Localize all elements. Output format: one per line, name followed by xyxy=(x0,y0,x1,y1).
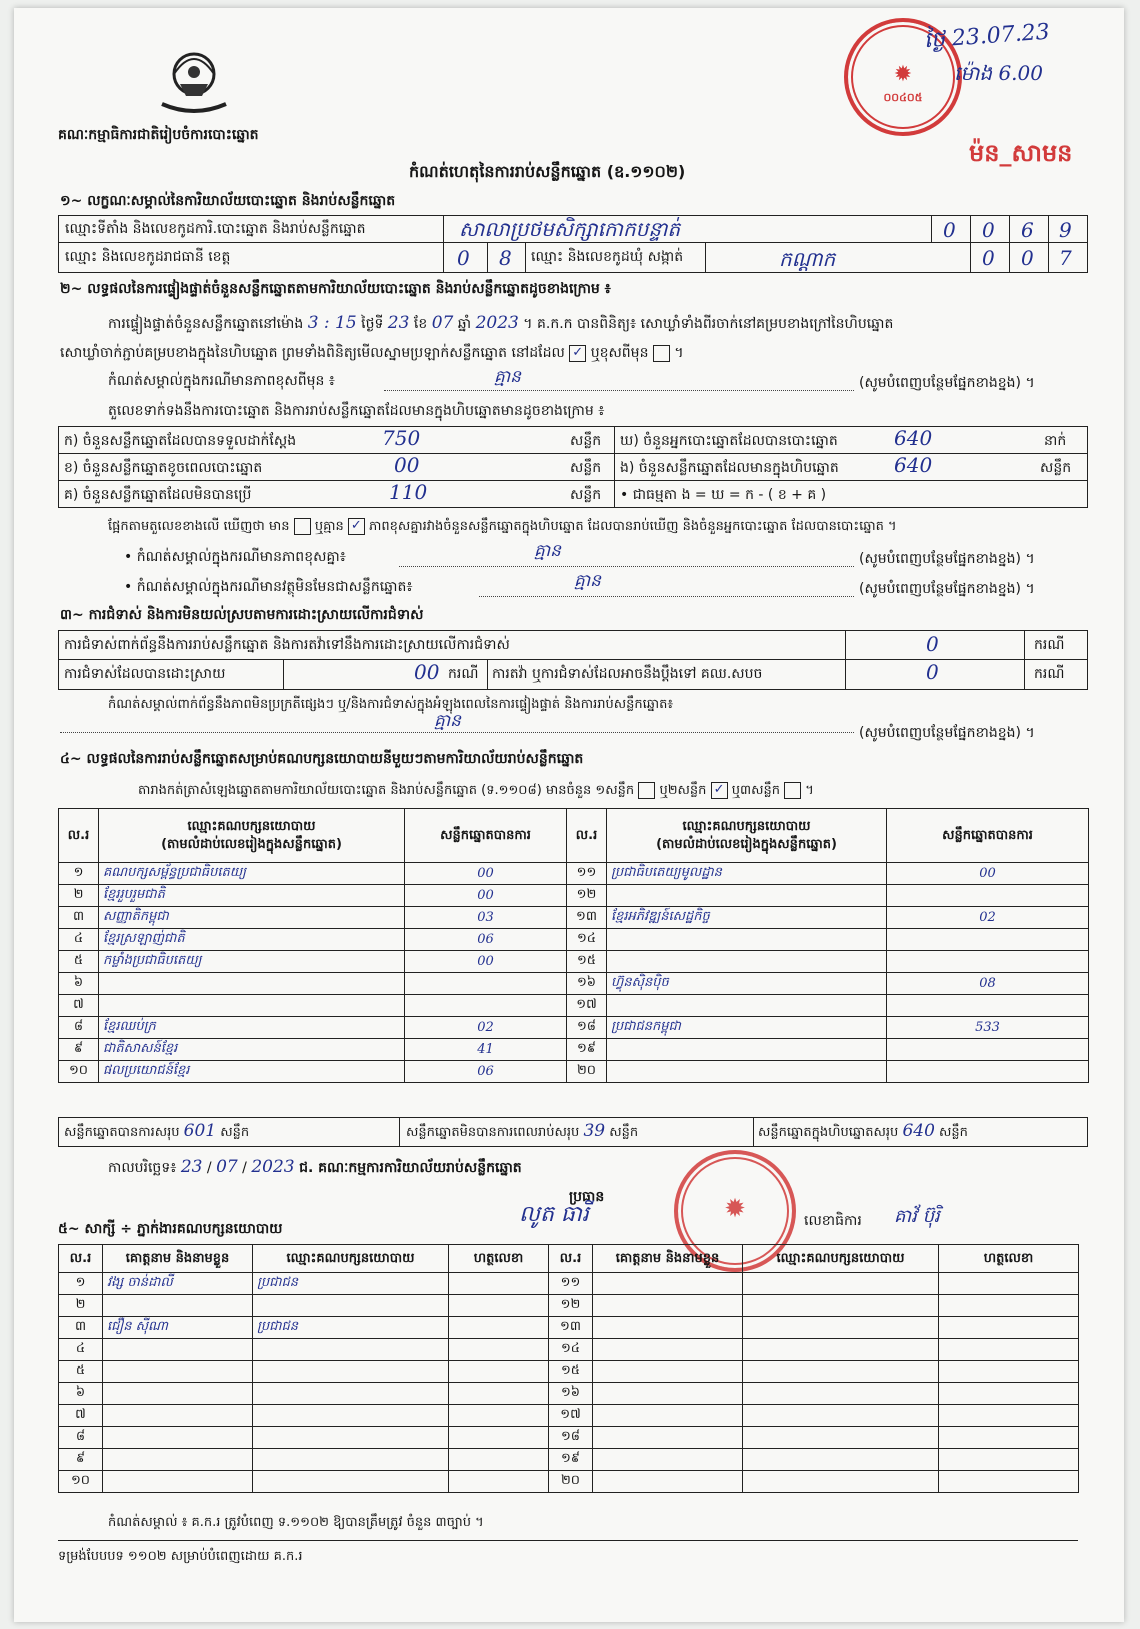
witness-number: ១២ xyxy=(549,1295,593,1317)
witness-row xyxy=(59,1295,1079,1317)
witness-signature xyxy=(449,1405,549,1427)
witness-signature xyxy=(939,1383,1079,1405)
witness-number: ២០ xyxy=(549,1471,593,1493)
total-box: សន្លឹកឆ្នោតក្នុងហិបឆ្នោតសរុប 640 សន្លឹក xyxy=(758,1121,968,1141)
tally-sheets-line: តារាងកត់ត្រាសំឡេងឆ្នោតតាមការិយាល័យបោះឆ្នោត និងរាប់សន្លឹកឆ្នោត (ទ.១១០៨) មានចំនួន ១សន្លឹក ឬ២សន្លឹក ✓ ឬ៣សន្លឹក ។ xyxy=(138,782,814,798)
unused-unit: សន្លឹក xyxy=(570,487,602,503)
party-votes: 08 xyxy=(887,973,1089,995)
appeal-label: ការតវ៉ា ឬការជំទាស់ដែលអាចនឹងប្តឹងទៅ គឈ.សបច xyxy=(492,666,763,682)
witness-party: ប្រជាជន xyxy=(253,1273,449,1295)
results-table xyxy=(58,808,1089,1083)
station-code-4: 9 xyxy=(1059,218,1072,242)
received-value: 750 xyxy=(382,426,421,450)
bullet1-label: • កំណត់សម្គាល់ក្នុងករណីមានភាពខុសគ្នា៖ xyxy=(124,549,346,565)
section1-title: ១~ លក្ខណៈសម្គាល់នៃការិយាល័យបោះឆ្នោត និងរាប់សន្លឹកឆ្នោត xyxy=(60,193,396,209)
results-row xyxy=(59,995,1089,1017)
appeal-value: 0 xyxy=(926,660,939,684)
col-votes-left: សន្លឹកឆ្នោតបានការ xyxy=(405,809,567,863)
party-number: ៨ xyxy=(59,1017,99,1039)
box-ballots-label: ង) ចំនួនសន្លឹកឆ្នោតដែលមានក្នុងហិបឆ្នោត xyxy=(620,460,839,476)
party-votes xyxy=(887,995,1089,1017)
witness-party xyxy=(743,1449,939,1471)
results-row xyxy=(59,973,1089,995)
witness-number: ១៣ xyxy=(549,1317,593,1339)
results-row xyxy=(59,1061,1089,1083)
witness-party xyxy=(743,1427,939,1449)
counts-intro: តួលេខទាក់ទងនឹងការបោះឆ្នោត និងការរាប់សន្លឹកឆ្នោតដែលមានក្នុងហិបឆ្នោតមានដូចខាងក្រោម ៖ xyxy=(108,403,605,419)
witness-signature xyxy=(449,1295,549,1317)
commune-code-2: 0 xyxy=(1021,246,1034,270)
party-votes: 533 xyxy=(887,1017,1089,1039)
w-col-no-right: ល.រ xyxy=(549,1245,593,1273)
party-votes xyxy=(405,995,567,1017)
witness-signature xyxy=(449,1449,549,1471)
party-name xyxy=(607,929,887,951)
party-votes: 03 xyxy=(405,907,567,929)
w-col-name-right: គោត្តនាម និងនាមខ្លួន xyxy=(593,1245,743,1273)
w-col-no-left: ល.រ xyxy=(59,1245,103,1273)
witness-name: វង្ស ចាន់ដាលី xyxy=(103,1273,253,1295)
commune-code-3: 7 xyxy=(1059,246,1072,270)
results-row xyxy=(59,863,1089,885)
formula: • ជាធម្មតា ង = ឃ = ក - ( ខ + គ ) xyxy=(620,487,827,503)
witness-party xyxy=(743,1405,939,1427)
witness-party xyxy=(253,1339,449,1361)
polling-station-label: ឈ្មោះទីតាំង និងលេខកូដការិ.បោះឆ្នោត និងរាប់សន្លឹកឆ្នោត xyxy=(65,221,366,237)
secretary-signature: គាវ័ ប៊ុរិ xyxy=(894,1206,940,1227)
party-name: សញ្ញាតិកម្ពុជា xyxy=(99,907,405,929)
party-votes: 00 xyxy=(405,863,567,885)
party-name xyxy=(607,995,887,1017)
handwritten-time: ម៉ោង 6.00 xyxy=(954,61,1043,85)
party-number: ៣ xyxy=(59,907,99,929)
witness-party xyxy=(743,1361,939,1383)
party-name: ជាតិសាសន៍ខ្មែរ xyxy=(99,1039,405,1061)
difference-note-value: គ្មាន xyxy=(494,367,521,387)
party-votes: 02 xyxy=(887,907,1089,929)
party-name: ប្រជាជនកម្ពុជា xyxy=(607,1017,887,1039)
party-number: ៤ xyxy=(59,929,99,951)
witness-number: ៤ xyxy=(59,1339,103,1361)
witness-party xyxy=(253,1295,449,1317)
witness-name xyxy=(103,1383,253,1405)
party-number: ១៩ xyxy=(567,1039,607,1061)
voters-unit: នាក់ xyxy=(1044,433,1067,449)
party-name xyxy=(607,1061,887,1083)
total-valid-value: 601 xyxy=(183,1121,217,1141)
witness-party xyxy=(253,1405,449,1427)
form-title: កំណត់ហេតុនៃការរាប់សន្លឹកឆ្នោត (ឧ.១១០២) xyxy=(409,162,686,181)
appeal-unit: ករណី xyxy=(1034,666,1065,682)
nec-emblem xyxy=(154,44,234,118)
w-col-name-left: គោត្តនាម និងនាមខ្លួន xyxy=(103,1245,253,1273)
party-name xyxy=(607,951,887,973)
witness-party xyxy=(743,1339,939,1361)
station-code-2: 0 xyxy=(982,218,995,242)
bullet1-value: គ្មាន xyxy=(534,541,561,561)
witness-number: ៩ xyxy=(59,1449,103,1471)
signoff-date: កាលបរិច្ឆេទ៖ 23 / 07 / 2023 ជ. គណៈកម្មការការិយាល័យរាប់សន្លឹកឆ្នោត xyxy=(108,1157,522,1177)
party-name xyxy=(607,1039,887,1061)
party-votes: 00 xyxy=(405,951,567,973)
witness-signature xyxy=(939,1361,1079,1383)
party-name: ប្រជាធិបតេយ្យមូលដ្ឋាន xyxy=(607,863,887,885)
party-number: ១១ xyxy=(567,863,607,885)
spoiled-label: ខ) ចំនួនសន្លឹកឆ្នោតខូចពេលបោះឆ្នោត xyxy=(64,460,263,476)
bullet2-label: • កំណត់សម្គាល់ក្នុងករណីមានវត្ថុមិនមែនជាសន្លឹកឆ្នោត៖ xyxy=(124,579,413,595)
witness-name xyxy=(593,1317,743,1339)
form-sheet xyxy=(14,8,1124,1622)
w-col-sign-left: ហត្ថលេខា xyxy=(449,1245,549,1273)
witness-number: ១០ xyxy=(59,1471,103,1493)
witness-row xyxy=(59,1383,1079,1405)
objections-label: ការជំទាស់ពាក់ព័ន្ធនឹងការរាប់សន្លឹកឆ្នោត និងការតវ៉ាទៅនឹងការដោះស្រាយលើការជំទាស់ xyxy=(64,637,510,653)
official-stamp-top: ✹ ០០៤០៥ xyxy=(844,18,962,136)
witness-signature xyxy=(939,1405,1079,1427)
resolved-label: ការជំទាស់ដែលបានដោះស្រាយ xyxy=(64,666,226,682)
witness-row xyxy=(59,1317,1079,1339)
results-row xyxy=(59,1017,1089,1039)
witness-table xyxy=(58,1244,1079,1493)
section1-table xyxy=(58,215,1088,273)
witness-signature xyxy=(939,1339,1079,1361)
results-row xyxy=(59,885,1089,907)
witness-signature xyxy=(939,1449,1079,1471)
verification-day: 23 xyxy=(387,313,410,333)
commune-value: កណ្តាក xyxy=(779,247,836,271)
fill-hint-3: (សូមបំពេញបន្ថែមផ្នែកខាងខ្នង) ។ xyxy=(859,581,1035,597)
witness-number: ១៩ xyxy=(549,1449,593,1471)
difference-statement: ផ្អែកតាមតួលេខខាងលើ ឃើញថា មាន ឬគ្មាន ✓ ភាពខុសគ្នារវាងចំនួនសន្លឹកឆ្នោតក្នុងហិបឆ្នោត ដែលបានរាប់ឃើញ និងចំនួនអ្នកបោះឆ្នោត ដែលបានបោះឆ្នោត ។ xyxy=(108,518,897,534)
box-ballots-value: 640 xyxy=(894,453,933,477)
results-row xyxy=(59,1039,1089,1061)
witness-row xyxy=(59,1273,1079,1295)
verification-time: 3 : 15 xyxy=(307,313,357,333)
secretary-label: លេខាធិការ xyxy=(804,1213,862,1229)
handwritten-officer-name: ម៉ន_សាមន xyxy=(969,139,1073,167)
w-col-party-right: ឈ្មោះគណបក្សនយោបាយ xyxy=(743,1245,939,1273)
witness-row xyxy=(59,1361,1079,1383)
verification-month: 07 xyxy=(431,313,454,333)
voters-value: 640 xyxy=(894,426,933,450)
spoiled-value: 00 xyxy=(394,453,420,477)
party-name: កម្លាំងប្រជាធិបតេយ្យ xyxy=(99,951,405,973)
w-col-sign-right: ហត្ថលេខា xyxy=(939,1245,1079,1273)
form-footer: ទម្រង់បែបបទ ១១០២ សម្រាប់បំពេញដោយ គ.ក.រ xyxy=(58,1549,303,1564)
party-number: ១៣ xyxy=(567,907,607,929)
witness-party xyxy=(253,1383,449,1405)
checkbox-different[interactable] xyxy=(653,345,670,362)
witness-number: ៧ xyxy=(59,1405,103,1427)
commune-label: ឈ្មោះ និងលេខកូដឃុំ សង្កាត់ xyxy=(531,249,684,265)
results-row xyxy=(59,907,1089,929)
witness-number: ៦ xyxy=(59,1383,103,1405)
witness-signature xyxy=(449,1317,549,1339)
party-votes: 00 xyxy=(887,863,1089,885)
checkbox-same[interactable]: ✓ xyxy=(569,345,586,362)
witness-row xyxy=(59,1449,1079,1471)
witness-signature xyxy=(449,1339,549,1361)
irregularity-note-label: កំណត់សម្គាល់ពាក់ព័ន្ធនឹងភាពមិនប្រក្រតីផ្សេងៗ ឬ/និងការជំទាស់ក្នុងអំឡុងពេលនៃការផ្ទៀងផ្ទាត់ និងការរាប់សន្លឹកឆ្នោត៖ xyxy=(108,697,674,712)
party-votes: 41 xyxy=(405,1039,567,1061)
witness-signature xyxy=(939,1427,1079,1449)
witness-name xyxy=(593,1427,743,1449)
witness-party xyxy=(253,1361,449,1383)
party-number: ២០ xyxy=(567,1061,607,1083)
province-label: ឈ្មោះ និងលេខកូដរាជធានី ខេត្ត xyxy=(65,249,231,265)
witness-signature xyxy=(449,1427,549,1449)
box-ballots-unit: សន្លឹក xyxy=(1040,460,1072,476)
witness-row xyxy=(59,1427,1079,1449)
party-number: ១ xyxy=(59,863,99,885)
party-number: ៥ xyxy=(59,951,99,973)
unused-label: គ) ចំនួនសន្លឹកឆ្នោតដែលមិនបានប្រើ xyxy=(64,487,252,503)
province-code-2: 8 xyxy=(499,246,512,270)
received-unit: សន្លឹក xyxy=(570,433,602,449)
handwritten-date: ថ្ងៃ 23.07.23 xyxy=(923,19,1051,54)
party-votes xyxy=(887,1039,1089,1061)
witness-name xyxy=(593,1449,743,1471)
resolved-unit: ករណី xyxy=(448,666,479,682)
difference-note-label: កំណត់សម្គាល់ក្នុងករណីមានភាពខុសពីមុន ៖ xyxy=(108,373,335,389)
chair-signature: លូត ធារី xyxy=(519,1202,589,1227)
witness-name xyxy=(103,1339,253,1361)
irregularity-note-value: គ្មាន xyxy=(434,711,461,731)
checkbox-2-sheets[interactable]: ✓ xyxy=(711,782,728,799)
party-number: ១៦ xyxy=(567,973,607,995)
party-votes xyxy=(887,1061,1089,1083)
committee-name: គណៈកម្មាធិការជាតិរៀបចំការបោះឆ្នោត xyxy=(58,127,259,143)
party-votes xyxy=(887,885,1089,907)
party-number: ២ xyxy=(59,885,99,907)
witness-number: ១ xyxy=(59,1273,103,1295)
witness-number: ១៦ xyxy=(549,1383,593,1405)
resolved-value: 00 xyxy=(414,660,440,684)
total-invalid-value: 39 xyxy=(583,1121,606,1141)
section4-title: ៤~ លទ្ធផលនៃការរាប់សន្លឹកឆ្នោតសម្រាប់គណបក្សនយោបាយនីមួយៗតាមការិយាល័យរាប់សន្លឹកឆ្នោត xyxy=(60,751,584,767)
voters-label: ឃ) ចំនួនអ្នកបោះឆ្នោតដែលបានបោះឆ្នោត xyxy=(620,433,838,449)
checkbox-1-sheet[interactable] xyxy=(638,782,655,799)
col-party-right: ឈ្មោះគណបក្សនយោបាយ (តាមលំដាប់លេខរៀងក្នុងសន្លឹកឆ្នោត) xyxy=(607,809,887,863)
party-votes xyxy=(405,973,567,995)
total-valid: សន្លឹកឆ្នោតបានការសរុប 601 សន្លឹក xyxy=(64,1121,250,1141)
col-no-left: ល.រ xyxy=(59,809,99,863)
witness-name xyxy=(593,1405,743,1427)
party-name: ហ៊្វុនស៊ិនប៉ិច xyxy=(607,973,887,995)
witness-name xyxy=(593,1339,743,1361)
party-votes: 02 xyxy=(405,1017,567,1039)
party-number: ១៥ xyxy=(567,951,607,973)
col-votes-right: សន្លឹកឆ្នោតបានការ xyxy=(887,809,1089,863)
witness-party xyxy=(253,1471,449,1493)
chair-label: ប្រធាន xyxy=(569,1189,605,1205)
witness-party xyxy=(253,1427,449,1449)
witness-signature xyxy=(939,1295,1079,1317)
witness-number: ៥ xyxy=(59,1361,103,1383)
witness-number: ១៧ xyxy=(549,1405,593,1427)
party-name xyxy=(99,995,405,1017)
witness-signature xyxy=(449,1471,549,1493)
witness-name xyxy=(103,1361,253,1383)
province-code-1: 0 xyxy=(457,246,470,270)
footnote: កំណត់សម្គាល់ ៖ គ.ក.រ ត្រូវបំពេញ ទ.១១០២ ឱ្យបានត្រឹមត្រូវ ចំនួន ៣ច្បាប់ ។ xyxy=(108,1515,484,1530)
party-name xyxy=(607,885,887,907)
witness-party xyxy=(743,1383,939,1405)
total-invalid: សន្លឹកឆ្នោតមិនបានការពេលរាប់សរុប 39 សន្លឹក xyxy=(406,1121,639,1141)
party-votes xyxy=(887,929,1089,951)
section3-title: ៣~ ការជំទាស់ និងការមិនយល់ស្របតាមការដោះស្រាយលើការជំទាស់ xyxy=(60,607,424,623)
bullet2-value: គ្មាន xyxy=(574,571,601,591)
witness-number: ១៥ xyxy=(549,1361,593,1383)
witness-signature xyxy=(449,1383,549,1405)
verification-year: 2023 xyxy=(475,313,519,333)
checkbox-3-sheets[interactable] xyxy=(784,782,801,799)
witness-number: ២ xyxy=(59,1295,103,1317)
witness-name xyxy=(593,1295,743,1317)
witness-number: ១៨ xyxy=(549,1427,593,1449)
results-row xyxy=(59,929,1089,951)
witness-name xyxy=(103,1427,253,1449)
witness-signature xyxy=(939,1317,1079,1339)
w-col-party-left: ឈ្មោះគណបក្សនយោបាយ xyxy=(253,1245,449,1273)
fill-hint-4: (សូមបំពេញបន្ថែមផ្នែកខាងខ្នង) ។ xyxy=(859,725,1035,741)
witness-signature xyxy=(939,1471,1079,1493)
station-code-1: 0 xyxy=(943,218,956,242)
witness-name xyxy=(103,1471,253,1493)
party-name: ខ្មែរឈប់ក្រ xyxy=(99,1017,405,1039)
witness-name xyxy=(593,1361,743,1383)
witness-name xyxy=(103,1295,253,1317)
party-name xyxy=(99,973,405,995)
witness-party xyxy=(743,1273,939,1295)
witness-number: ១១ xyxy=(549,1273,593,1295)
party-votes xyxy=(887,951,1089,973)
witness-number: ៣ xyxy=(59,1317,103,1339)
party-name: ខ្មែរស្រឡាញ់ជាតិ xyxy=(99,929,405,951)
witness-name xyxy=(103,1449,253,1471)
witness-number: ៨ xyxy=(59,1427,103,1449)
section2-title: ២~ លទ្ធផលនៃការផ្ទៀងផ្ទាត់ចំនួនសន្លឹកឆ្នោតតាមការិយាល័យបោះឆ្នោត និងរាប់សន្លឹកឆ្នោតដូចខាងក្រោម ៖ xyxy=(60,281,611,297)
results-row xyxy=(59,951,1089,973)
party-name: ខ្មែរអភិវឌ្ឍន៍សេដ្ឋកិច្ច xyxy=(607,907,887,929)
party-number: ៩ xyxy=(59,1039,99,1061)
party-number: ១២ xyxy=(567,885,607,907)
fill-hint-1: (សូមបំពេញបន្ថែមផ្នែកខាងខ្នង) ។ xyxy=(859,375,1035,391)
verification-line1: ការផ្ទៀងផ្ទាត់ចំនួនសន្លឹកឆ្នោតនៅម៉ោង 3 : 15 ថ្ងៃទី 23 ខែ 07 ឆ្នាំ 2023 ។ គ.ក.ក បានពិនិត្យ៖ សោឃ្លាំទាំងពីរចាក់នៅគម្របខាងក្រៅនៃហិបឆ្នោត xyxy=(108,313,894,333)
witness-name xyxy=(593,1471,743,1493)
party-name: គណបក្សសម្ព័ន្ធប្រជាធិបតេយ្យ xyxy=(99,863,405,885)
fill-hint-2: (សូមបំពេញបន្ថែមផ្នែកខាងខ្នង) ។ xyxy=(859,551,1035,567)
party-number: ១០ xyxy=(59,1061,99,1083)
party-votes: 06 xyxy=(405,1061,567,1083)
witness-signature xyxy=(939,1273,1079,1295)
section5-title: ៥~ សាក្សី ÷ ភ្នាក់ងារគណបក្សនយោបាយ xyxy=(58,1221,283,1237)
witness-name xyxy=(593,1273,743,1295)
party-number: ១៤ xyxy=(567,929,607,951)
polling-station-value: សាលាប្រថមសិក្សាកោកបន្ទាត់ xyxy=(459,217,681,241)
spoiled-unit: សន្លឹក xyxy=(570,460,602,476)
col-party-left: ឈ្មោះគណបក្សនយោបាយ (តាមលំដាប់លេខរៀងក្នុងសន្លឹកឆ្នោត) xyxy=(99,809,405,863)
party-number: ៧ xyxy=(59,995,99,1017)
commune-code-1: 0 xyxy=(982,246,995,270)
witness-name: ជឿន ស៊ីណា xyxy=(103,1317,253,1339)
witness-party xyxy=(743,1317,939,1339)
party-number: ១៧ xyxy=(567,995,607,1017)
party-name: ខ្មែររួបរួមជាតិ xyxy=(99,885,405,907)
witness-row xyxy=(59,1471,1079,1493)
witness-party xyxy=(743,1295,939,1317)
col-no-right: ល.រ xyxy=(567,809,607,863)
received-label: ក) ចំនួនសន្លឹកឆ្នោតដែលបានទទួលដាក់ស្តែង xyxy=(64,433,297,449)
party-votes: 00 xyxy=(405,885,567,907)
unused-value: 110 xyxy=(389,480,428,504)
witness-row xyxy=(59,1339,1079,1361)
signoff-day: 23 xyxy=(180,1157,203,1177)
witness-party xyxy=(253,1449,449,1471)
party-number: ៦ xyxy=(59,973,99,995)
witness-party: ប្រជាជន xyxy=(253,1317,449,1339)
witness-signature xyxy=(449,1361,549,1383)
verification-line2: សោឃ្លាំចាក់ភ្ជាប់គម្របខាងក្នុងនៃហិបឆ្នោត ព្រមទាំងពិនិត្យមើលស្នាមប្រឡាក់សន្លឹកឆ្នោត នៅដដែល ✓ ឬខុសពីមុន ។ xyxy=(60,344,684,361)
objections-value: 0 xyxy=(926,632,939,656)
total-box-value: 640 xyxy=(902,1121,935,1141)
witness-signature xyxy=(449,1273,549,1295)
signoff-year: 2023 xyxy=(251,1157,295,1177)
objections-unit: ករណី xyxy=(1034,637,1065,653)
party-name: ផលប្រយោជន៍ខ្មែរ xyxy=(99,1061,405,1083)
witness-row xyxy=(59,1405,1079,1427)
witness-name xyxy=(103,1405,253,1427)
witness-name xyxy=(593,1383,743,1405)
checkbox-no-difference[interactable]: ✓ xyxy=(348,518,365,535)
station-code-3: 6 xyxy=(1021,218,1034,242)
checkbox-has-difference[interactable] xyxy=(294,518,311,535)
official-stamp-bottom: ✹ xyxy=(674,1150,796,1272)
party-votes: 06 xyxy=(405,929,567,951)
party-number: ១៨ xyxy=(567,1017,607,1039)
witness-number: ១៤ xyxy=(549,1339,593,1361)
signoff-month: 07 xyxy=(216,1157,238,1177)
witness-party xyxy=(743,1471,939,1493)
